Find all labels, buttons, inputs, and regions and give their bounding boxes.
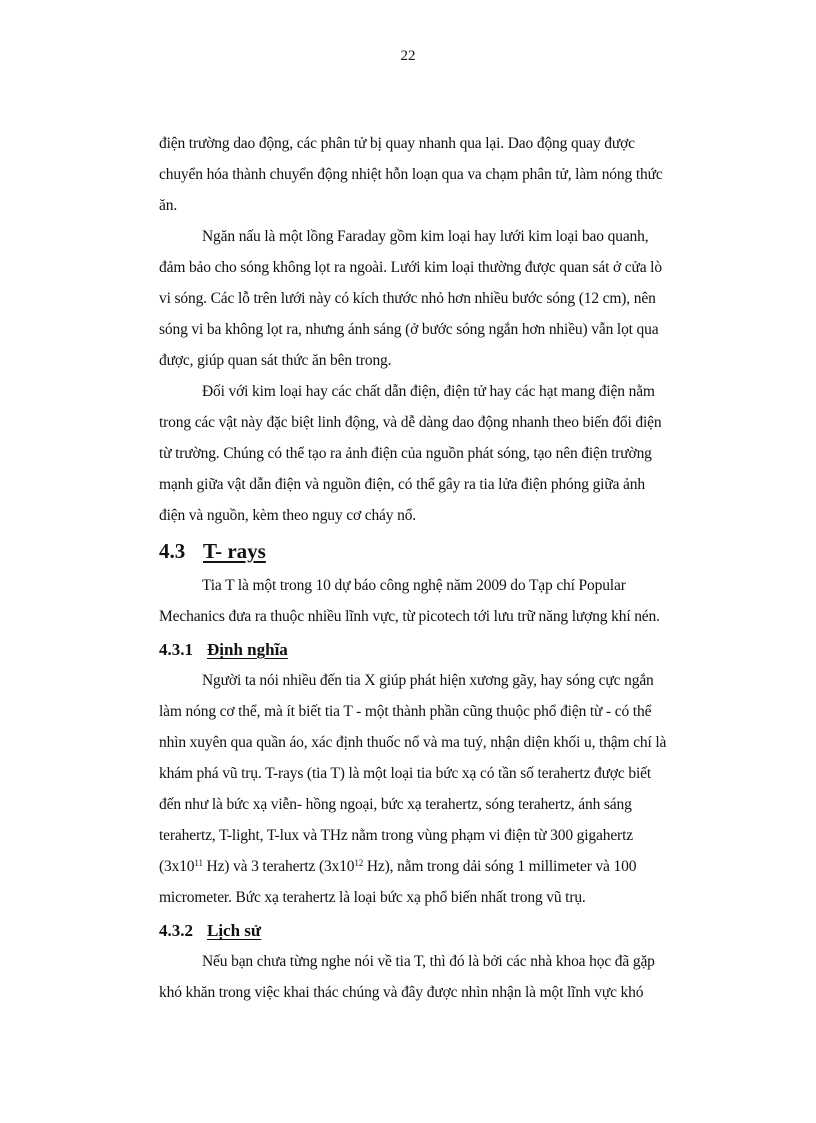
text-line: điện trường dao động, các phân tử bị quay nhanh qua lại. Dao động quay được [159,135,635,152]
text-line: đến như là bức xạ viễn- hồng ngoại, bức xạ terahertz, sóng terahertz, ánh sáng [159,796,632,813]
paragraph-microwave-rotation [159,128,703,221]
section-number: 4.3.1 [159,640,193,659]
section-title: Lịch sử [207,921,262,940]
text-line: làm nóng cơ thể, mà ít biết tia T - một thành phần cũng thuộc phổ điện từ - có thể [159,703,652,720]
text-line: sóng vi ba không lọt ra, nhưng ánh sáng (ở bước sóng ngắn hơn nhiều) vẫn lọt qua [159,321,659,338]
text-line-with-exponents: ($3x10^{11}$ Hz) và 3 terahertz ($3x10^{12}$ Hz), nằm trong dải sóng 1 millimeter và 100 [159,858,637,875]
text-line: Tia T là một trong 10 dự báo công nghệ năm 2009 do Tạp chí Popular [202,577,626,594]
text-line: điện và nguồn, kèm theo nguy cơ cháy nổ. [159,507,417,524]
text-line: Nếu bạn chưa từng nghe nói về tia T, thì đó là bởi các nhà khoa học đã gặp [202,953,655,970]
text-line: nhìn xuyên qua quần áo, xác định thuốc nổ và ma tuý, nhận diện khối u, thậm chí là [159,734,667,751]
text-line: Đối với kim loại hay các chất dẫn điện, điện tử hay các hạt mang điện nằm [202,383,655,400]
section-number: 4.3 [159,539,186,563]
text-line: micrometer. Bức xạ terahertz là loại bức xạ phổ biến nhất trong vũ trụ. [159,889,586,906]
paragraph-history [159,946,703,1008]
section-title: T- rays [203,539,266,563]
section-heading-4-3 [159,534,703,568]
paragraph-definition [159,665,703,913]
text-line: Mechanics đưa ra thuộc nhiều lĩnh vực, từ picotech tới lưu trữ năng lượng khí nén. [159,608,660,625]
section-title: Định nghĩa [207,640,288,659]
text-line: khám phá vũ trụ. T-rays (tia T) là một loại tia bức xạ có tần số terahertz được biết [159,765,652,782]
page-number: 22 [400,48,416,64]
text-line: ăn. [159,197,178,214]
text-line: Người ta nói nhiều đến tia X giúp phát hiện xương gãy, hay sóng cực ngắn [202,672,654,689]
text-line: vi sóng. Các lỗ trên lưới này có kích thước nhỏ hơn nhiều bước sóng (12 cm), nên [159,290,656,307]
section-number: 4.3.2 [159,921,193,940]
text-line: khó khăn trong việc khai thác chúng và đây được nhìn nhận là một lĩnh vực khó [159,984,644,1001]
text-line: chuyển hóa thành chuyển động nhiệt hỗn loạn qua va chạm phân tử, làm nóng thức [159,166,663,183]
text-line: Ngăn nấu là một lồng Faraday gồm kim loại hay lưới kim loại bao quanh, [202,228,649,245]
text-line: từ trường. Chúng có thể tạo ra ảnh điện của nguồn phát sóng, tạo nên điện trường [159,445,652,462]
text-line: được, giúp quan sát thức ăn bên trong. [159,352,392,369]
section-heading-4-3-1 [159,635,703,664]
paragraph-faraday-cage [159,221,703,376]
section-heading-4-3-2 [159,916,703,945]
exponent: 12 [354,858,364,868]
exponent: 11 [194,858,203,868]
text-line: đảm bảo cho sóng không lọt ra ngoài. Lưới kim loại thường được quan sát ở cửa lò [159,259,662,276]
document-body [159,128,703,1008]
text-line: terahertz, T-light, T-lux và THz nằm trong vùng phạm vi điện từ 300 gigahertz [159,827,633,844]
paragraph-metal-conductors [159,376,703,531]
text-line: trong các vật này đặc biệt linh động, và dễ dàng dao động nhanh theo biến đổi điện [159,414,662,431]
paragraph-t-ray-forecast [159,570,703,632]
text-line: mạnh giữa vật dẫn điện và nguồn điện, có thể gây ra tia lửa điện phóng giữa ảnh [159,476,645,493]
